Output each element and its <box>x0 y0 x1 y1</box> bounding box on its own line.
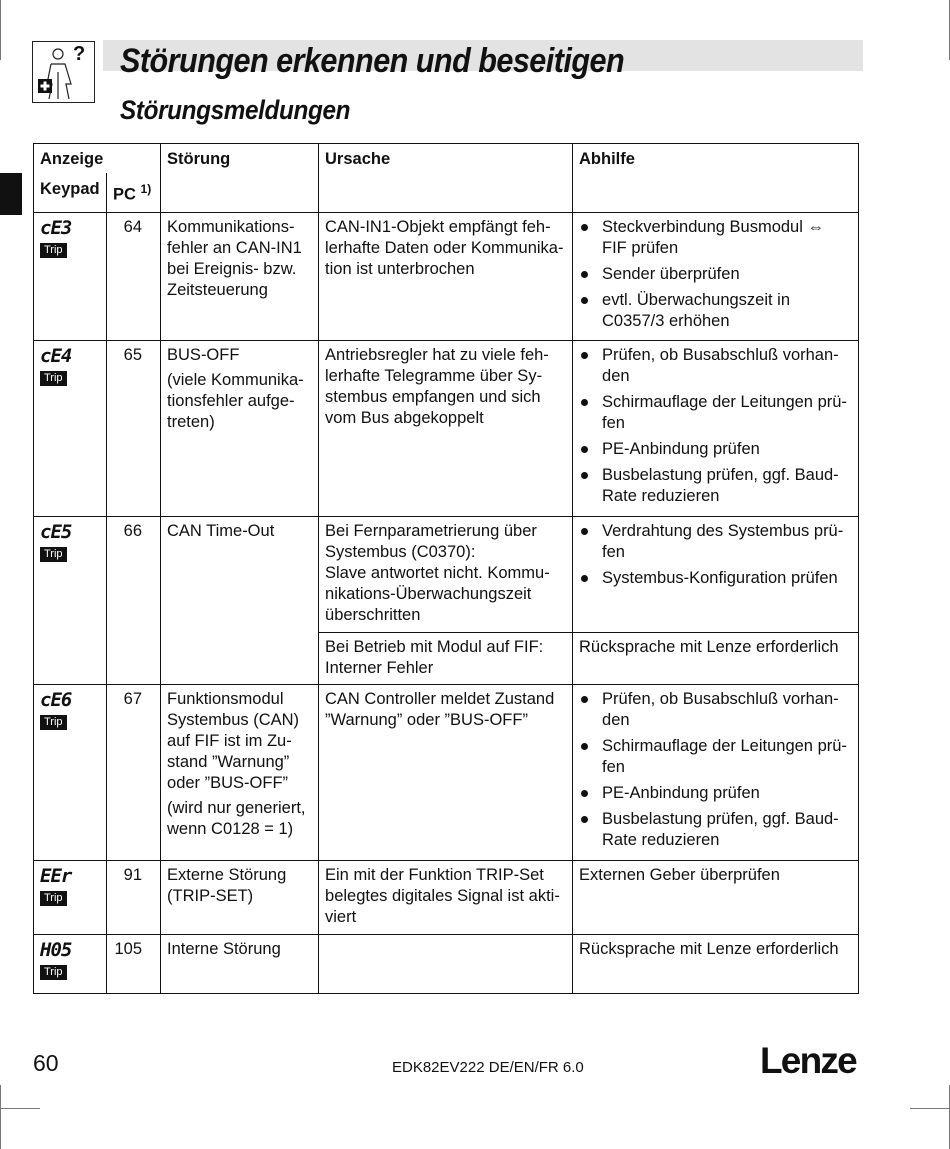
header-pc <box>107 173 161 212</box>
stoerung-detail-line: (viele Kommunika- <box>167 370 304 389</box>
troubleshooting-icon <box>32 41 95 103</box>
ursache-line: stembus empfangen und sich <box>325 387 541 406</box>
page-subtitle: Störungsmeldungen <box>120 95 351 125</box>
pc-code: 66 <box>107 516 161 684</box>
table-row <box>34 340 859 516</box>
abhilfe-cell <box>573 212 859 340</box>
stoerung-line: Externe Störung <box>167 865 287 884</box>
ursache-line: Bei Fernparametrierung über <box>325 521 537 540</box>
keypad-cell <box>34 516 107 684</box>
stoerung-detail-line: treten) <box>167 412 215 431</box>
table-row <box>34 934 859 993</box>
stoerung-cell <box>161 684 319 860</box>
abhilfe-item: PE-Anbindung prüfen <box>579 439 852 460</box>
ursache-line: Slave antwortet nicht. Kommu- <box>325 563 550 582</box>
ursache-cell <box>319 632 573 684</box>
trip-badge: Trip <box>40 547 67 562</box>
stoerung-cell <box>161 340 319 516</box>
abhilfe-item: Schirmauflage der Leitungen prü- fen <box>579 736 852 778</box>
stoerung-line: Interne Störung <box>167 939 281 958</box>
stoerung-line: auf FIF ist im Zu- <box>167 731 292 750</box>
abhilfe-cell: Rücksprache mit Lenze erforderlich <box>573 934 859 993</box>
ursache-line: nikations-Überwachungszeit <box>325 584 532 603</box>
ursache-line: viert <box>325 907 357 926</box>
header-keypad: Keypad <box>34 173 107 212</box>
ursache-cell <box>319 860 573 934</box>
stoerung-line: fehler an CAN-IN1 <box>167 238 302 257</box>
ursache-line: ”Warnung” oder ”BUS-OFF” <box>325 710 528 729</box>
ursache-cell <box>319 934 573 993</box>
stoerung-detail-line: wenn C0128 = 1) <box>167 819 294 838</box>
crop-mark-bottom-right-horizontal <box>910 1108 950 1109</box>
keypad-code: H05 <box>40 938 72 961</box>
abhilfe-cell: Rücksprache mit Lenze erforderlich <box>573 632 859 684</box>
stoerung-line: CAN Time-Out <box>167 521 275 540</box>
stoerung-line: (TRIP-SET) <box>167 886 254 905</box>
keypad-code: cE3 <box>40 216 72 239</box>
keypad-cell <box>34 860 107 934</box>
ursache-line: belegtes digitales Signal ist akti- <box>325 886 560 905</box>
abhilfe-item: Prüfen, ob Busabschluß vorhan- den <box>579 689 852 731</box>
pc-code: 105 <box>107 934 161 993</box>
stoerung-detail-line: (wird nur generiert, <box>167 798 306 817</box>
header-anzeige: Anzeige <box>34 144 161 174</box>
table-header-row <box>34 144 859 174</box>
pc-code: 64 <box>107 212 161 340</box>
stoerung-line: bei Ereignis- bzw. <box>167 259 297 278</box>
page-title: Störungen erkennen und beseitigen <box>120 42 625 80</box>
ursache-cell <box>319 212 573 340</box>
ursache-line: Bei Betrieb mit Modul auf FIF: <box>325 637 544 656</box>
abhilfe-item: Busbelastung prüfen, ggf. Baud- Rate reduzieren <box>579 465 852 507</box>
stoerung-cell <box>161 212 319 340</box>
ursache-line: Interner Fehler <box>325 658 434 677</box>
pc-code: 65 <box>107 340 161 516</box>
keypad-cell <box>34 340 107 516</box>
trip-badge: Trip <box>40 965 67 980</box>
stoerung-line: oder ”BUS-OFF” <box>167 773 289 792</box>
table-row <box>34 516 859 632</box>
trip-badge: Trip <box>40 715 67 730</box>
ursache-cell <box>319 516 573 632</box>
abhilfe-item: Schirmauflage der Leitungen prü- fen <box>579 392 852 434</box>
header-stoerung: Störung <box>161 144 319 213</box>
lenze-logo: Lenze <box>760 1040 856 1081</box>
trip-badge: Trip <box>40 371 67 386</box>
abhilfe-cell <box>573 340 859 516</box>
abhilfe-item: PE-Anbindung prüfen <box>579 783 852 804</box>
keypad-cell <box>34 212 107 340</box>
abhilfe-cell <box>573 516 859 632</box>
header-pc-label: PC <box>113 185 136 204</box>
ursache-cell <box>319 340 573 516</box>
keypad-code: cE5 <box>40 520 72 543</box>
chapter-tab-marker <box>0 173 22 215</box>
header-abhilfe: Abhilfe <box>573 144 859 213</box>
stoerung-line: Systembus (CAN) <box>167 710 300 729</box>
ursache-line: CAN Controller meldet Zustand <box>325 689 555 708</box>
keypad-code: cE4 <box>40 344 72 367</box>
document-code: EDK82EV222 DE/EN/FR 6.0 <box>392 1059 584 1076</box>
stoerung-line: Zeitsteuerung <box>167 280 268 299</box>
ursache-line: lerhafte Daten oder Kommunika- <box>325 238 564 257</box>
svg-text:?: ? <box>73 43 86 65</box>
stoerung-cell <box>161 934 319 993</box>
stoerung-line: Funktionsmodul <box>167 689 284 708</box>
abhilfe-item: Prüfen, ob Busabschluß vorhan- den <box>579 345 852 387</box>
pc-code: 91 <box>107 860 161 934</box>
ursache-line: CAN-IN1-Objekt empfängt feh- <box>325 217 551 236</box>
crop-mark-bottom-left-horizontal <box>0 1108 40 1109</box>
keypad-cell <box>34 684 107 860</box>
stoerung-detail-line: tionsfehler aufge- <box>167 391 295 410</box>
crop-mark-bottom-left-vertical <box>0 1085 1 1149</box>
keypad-cell <box>34 934 107 993</box>
stoerung-line: stand ”Warnung” <box>167 752 290 771</box>
ursache-line: lerhafte Telegramme über Sy- <box>325 366 543 385</box>
keypad-code: EEr <box>40 864 72 887</box>
abhilfe-item: Systembus-Konfiguration prüfen <box>579 568 852 589</box>
page-number: 60 <box>33 1050 59 1076</box>
ursache-line: Antriebsregler hat zu viele feh- <box>325 345 549 364</box>
ursache-cell <box>319 684 573 860</box>
stoerung-cell <box>161 860 319 934</box>
abhilfe-item: evtl. Überwachungszeit in C0357/3 erhöhen <box>579 290 852 332</box>
table-row <box>34 684 859 860</box>
abhilfe-item: Sender überprüfen <box>579 264 852 285</box>
table-row <box>34 860 859 934</box>
keypad-code: cE6 <box>40 688 72 711</box>
trip-badge: Trip <box>40 891 67 906</box>
stoerung-line: Kommunikations- <box>167 217 295 236</box>
ursache-line: vom Bus abgekoppelt <box>325 408 484 427</box>
error-messages-table <box>33 143 859 994</box>
ursache-line: tion ist unterbrochen <box>325 259 475 278</box>
abhilfe-item: Busbelastung prüfen, ggf. Baud- Rate reduzieren <box>579 809 852 851</box>
ursache-line: Systembus (C0370): <box>325 542 476 561</box>
ursache-line: Ein mit der Funktion TRIP-Set <box>325 865 544 884</box>
ursache-line: überschritten <box>325 605 421 624</box>
pc-code: 67 <box>107 684 161 860</box>
trip-badge: Trip <box>40 243 67 258</box>
stoerung-cell <box>161 516 319 684</box>
header-ursache: Ursache <box>319 144 573 213</box>
header-pc-footnote: 1) <box>140 182 152 196</box>
table-row <box>34 212 859 340</box>
crop-mark-top-left-vertical <box>0 0 1 60</box>
abhilfe-cell: Externen Geber überprüfen <box>573 860 859 934</box>
abhilfe-cell <box>573 684 859 860</box>
abhilfe-item: Verdrahtung des Systembus prü- fen <box>579 521 852 563</box>
stoerung-line: BUS-OFF <box>167 345 240 364</box>
abhilfe-item: Steckverbindung Busmodul ⇔ FIF prüfen <box>579 217 852 259</box>
